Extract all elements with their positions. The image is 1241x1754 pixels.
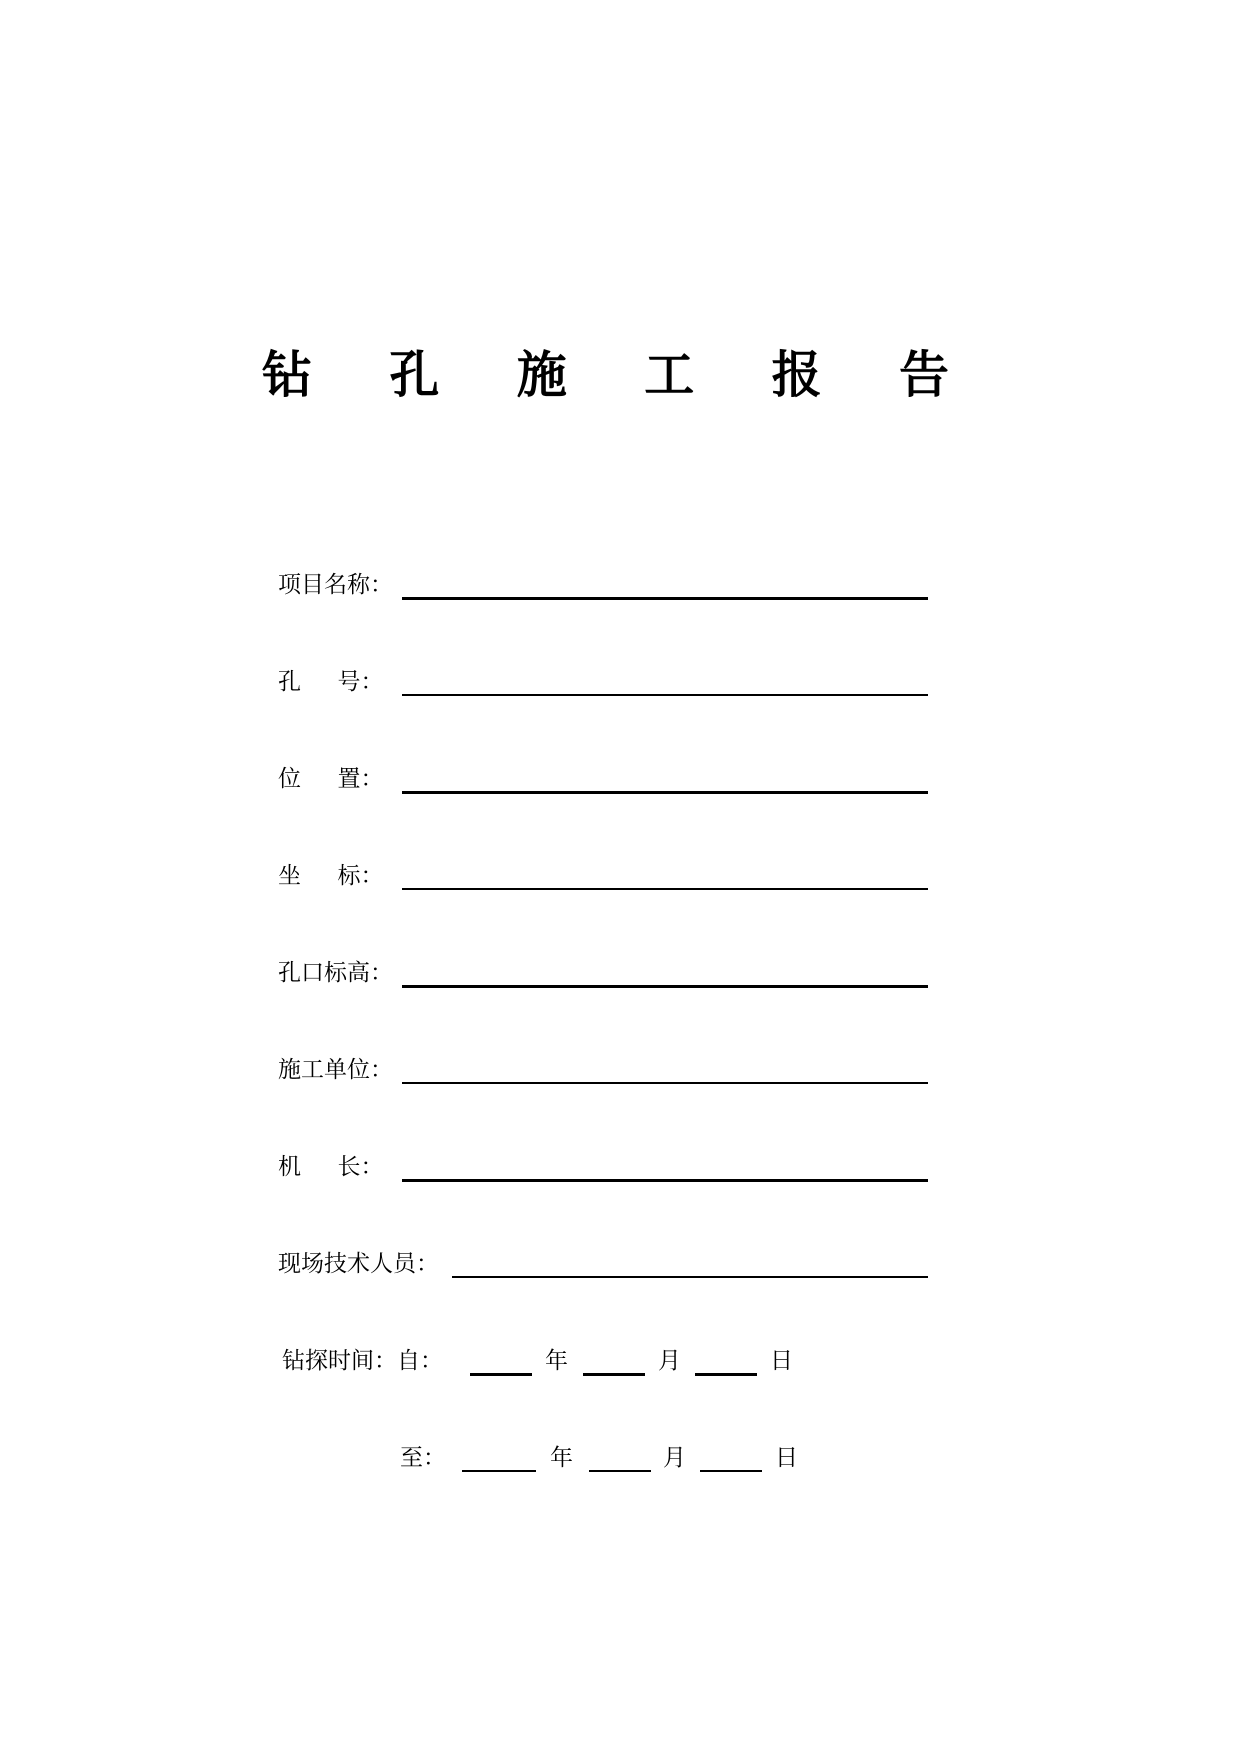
field-label-coordinates: 坐 标： bbox=[278, 863, 384, 889]
construction-unit-line[interactable] bbox=[402, 1082, 928, 1084]
drill-time-to-label: 至： bbox=[400, 1445, 446, 1471]
field-label-site-technician: 现场技术人员： bbox=[278, 1251, 439, 1277]
field-label-hole-number: 孔 号： bbox=[278, 669, 384, 695]
position-line[interactable] bbox=[402, 791, 928, 794]
from-month-label: 月 bbox=[658, 1348, 681, 1374]
field-label-position: 位 置： bbox=[278, 766, 384, 792]
to-month-label: 月 bbox=[663, 1445, 686, 1471]
hole-number-line[interactable] bbox=[402, 694, 928, 696]
site-technician-line[interactable] bbox=[452, 1276, 928, 1278]
to-day-label: 日 bbox=[775, 1445, 798, 1471]
from-day-label: 日 bbox=[770, 1348, 793, 1374]
collar-elevation-line[interactable] bbox=[402, 985, 928, 988]
coordinates-line[interactable] bbox=[402, 888, 928, 890]
drill-time-label: 钻探时间：自： bbox=[282, 1348, 443, 1374]
to-day-line[interactable] bbox=[700, 1470, 762, 1472]
project-name-line[interactable] bbox=[402, 597, 928, 600]
from-year-label: 年 bbox=[545, 1348, 568, 1374]
from-day-line[interactable] bbox=[695, 1373, 757, 1376]
field-label-rig-captain: 机 长： bbox=[278, 1154, 384, 1180]
from-month-line[interactable] bbox=[583, 1373, 645, 1376]
rig-captain-line[interactable] bbox=[402, 1179, 928, 1182]
field-label-project-name: 项目名称： bbox=[278, 572, 393, 598]
field-label-construction-unit: 施工单位： bbox=[278, 1057, 393, 1083]
to-year-label: 年 bbox=[550, 1445, 573, 1471]
field-label-collar-elevation: 孔口标高： bbox=[278, 960, 393, 986]
to-month-line[interactable] bbox=[589, 1470, 651, 1472]
document-title: 钻 孔 施 工 报 告 bbox=[261, 345, 980, 404]
from-year-line[interactable] bbox=[470, 1373, 532, 1376]
to-year-line[interactable] bbox=[462, 1470, 536, 1472]
